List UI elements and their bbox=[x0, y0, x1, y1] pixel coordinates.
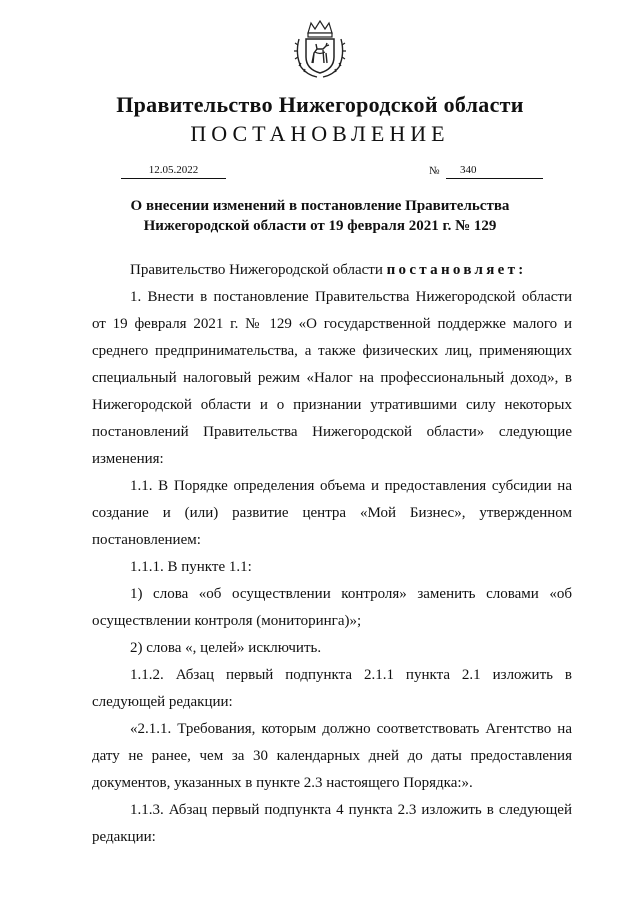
paragraph-1-1-3: 1.1.3. Абзац первый подпункта 4 пункта 2.3 изложить в следующей редакции: bbox=[92, 802, 572, 845]
document-number-line bbox=[446, 162, 543, 179]
paragraph-1-1-2: 1.1.2. Абзац первый подпункта 2.1.1 пункта 2.1 изложить в следующей редакции: bbox=[92, 667, 572, 710]
intro-text: Правительство Нижегородской области bbox=[130, 262, 387, 278]
paragraph-1-1: 1.1. В Порядке определения объема и предоставления субсидии на создание и (или) развитие центра «Мой Бизнес», утвержденном постановлением: bbox=[92, 478, 572, 548]
document-heading bbox=[0, 196, 640, 236]
paragraph-1: 1. Внести в постановление Правительства Нижегородской области от 19 февраля 2021 г. № 129 «О государственной поддержке малого и среднего предпринимательства, а также физических лиц, применяющих специальный налоговый режим «Налог на профессиональный доход», в Нижегородской области и о признании утратившими силу некоторых постановлений Правительства Нижегородской области» следующие изменения: bbox=[92, 289, 572, 467]
document-date: 12.05.2022 bbox=[121, 162, 226, 179]
paragraph-item-1: 1) слова «об осуществлении контроля» заменить словами «об осуществлении контроля (мониторинга)»; bbox=[92, 586, 572, 629]
paragraph-1-1-1: 1.1.1. В пункте 1.1: bbox=[130, 559, 252, 575]
document-body bbox=[92, 257, 572, 851]
document-type: ПОСТАНОВЛЕНИЕ bbox=[190, 121, 450, 146]
heading-line-1: О внесении изменений в постановление Правительства bbox=[130, 198, 510, 214]
document-number: 340 bbox=[460, 164, 477, 176]
paragraph-item-2: 2) слова «, целей» исключить. bbox=[130, 640, 322, 656]
heading-line-2: Нижегородской области от 19 февраля 2021 г. № 129 bbox=[143, 218, 497, 234]
organization-title: Правительство Нижегородской области bbox=[116, 92, 524, 117]
coat-of-arms-icon bbox=[293, 19, 347, 79]
paragraph-quote: «2.1.1. Требования, которым должно соответствовать Агентство на дату не ранее, чем за 30 календарных дней до даты предоставления документов, указанных в пункте 2.3 настоящего Порядка:». bbox=[92, 721, 572, 791]
intro-paragraph bbox=[92, 257, 572, 284]
number-label: № bbox=[429, 165, 440, 177]
decree-word: постановляет: bbox=[386, 262, 527, 278]
